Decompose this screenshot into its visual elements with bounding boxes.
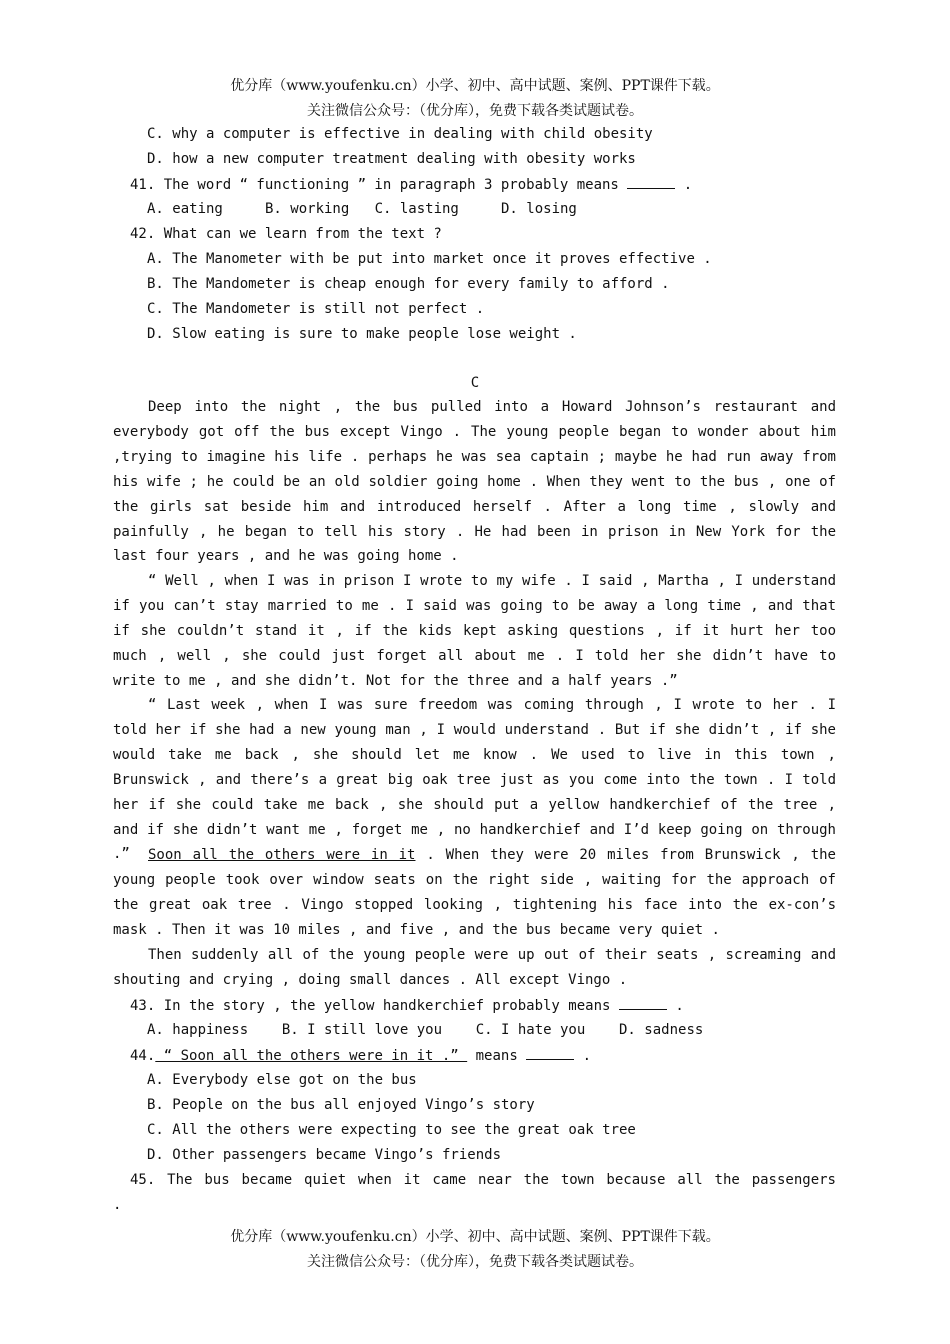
question-45-continuation: . — [113, 1197, 122, 1213]
footer-line-2: 关注微信公众号：（优分库），免费下载各类试题试卷。 — [307, 1254, 643, 1270]
q40-option-c: C. why a computer is effective in dealing with child obesity — [147, 126, 653, 142]
q40-option-d: D. how a new computer treatment dealing with obesity works — [147, 151, 636, 167]
question-43 — [130, 997, 684, 1014]
question-43-stem: 43. In the story , the yellow handkerchief probably means — [130, 998, 611, 1014]
passage-paragraph-1: Deep into the night , the bus pulled into a Howard Johnson’s restaurant and everybody got off the bus except Vingo . The young people began to wonder about him ,trying to imagine his life . perhaps he was sea captain ; maybe he had run away from his wife ; he could be an old soldier going home . When they went to the bus , one of the girls sat beside him and introduced herself . After a long time , slowly and painfully , he began to tell his story . He had been in prison in New York for the last four years , and he was going home . — [113, 399, 836, 565]
paragraph-4-text: . When they were 20 miles from Brunswick , the young people took over window seats on the right side , waiting for the approach of the great oak tree . Vingo stopped looking , tightening his face into the ex-con’s mask . Then it was 10 miles , and five , and the bus became very quiet . — [113, 847, 836, 938]
question-41 — [130, 176, 692, 193]
question-44-option-b: B. People on the bus all enjoyed Vingo’s story — [147, 1097, 535, 1113]
question-44-option-d: D. Other passengers became Vingo’s friends — [147, 1147, 502, 1163]
question-44-quote: “ Soon all the others were in it .” — [155, 1048, 468, 1064]
header-line-1: 优分库（www.youfenku.cn）小学、初中、高中试题、案例、PPT课件下载。 — [230, 78, 720, 94]
passage-paragraph-5: Then suddenly all of the young people were up out of their seats , screaming and shouting and crying , doing small dances . All except Vingo . — [113, 947, 836, 988]
question-42-option-d: D. Slow eating is sure to make people lose weight . — [147, 326, 577, 342]
question-42-option-c: C. The Mandometer is still not perfect . — [147, 301, 485, 317]
section-c-title: C — [470, 375, 480, 391]
question-43-end: . — [675, 998, 684, 1014]
passage-paragraph-3: “ Last week , when I was sure freedom was coming through , I wrote to her . I told her if she had a new young man , I would understand . But if she didn’t , if she would take me back , she should let me know . We used to live in this town , Brunswick , and there’s a great big oak tree just as you come into the town . I told her if she could take me back , she should put a yellow handkerchief of the tree , and if she didn’t want me , forget me , no handkerchief and I’d keep going on through .” — [113, 697, 836, 863]
passage-paragraph-4 — [113, 843, 836, 943]
question-44-means: means — [467, 1048, 518, 1064]
question-42-stem: 42. What can we learn from the text ? — [130, 226, 442, 242]
question-44 — [130, 1047, 591, 1064]
question-44-option-a: A. Everybody else got on the bus — [147, 1072, 417, 1088]
answer-blank — [526, 1047, 574, 1060]
passage-paragraph-2: “ Well , when I was in prison I wrote to my wife . I said , Martha , I understand if you can’t stay married to me . I said was going to be away a long time , and that if she couldn’t stand it , if the kids kept asking questions , if it hurt her too much , well , she could just forget all about me . I told her she didn’t have to write to me , and she didn’t. Not for the three and a half years .” — [113, 573, 836, 689]
underlined-phrase: Soon all the others were in it — [148, 847, 416, 863]
question-41-end: . — [683, 177, 693, 193]
question-44-end: . — [582, 1048, 592, 1064]
question-43-options: A. happiness B. I still love you C. I hate you D. sadness — [147, 1022, 704, 1038]
question-42-option-a: A. The Manometer with be put into market once it proves effective . — [147, 251, 712, 267]
question-44-number: 44. — [130, 1048, 156, 1064]
question-41-options: A. eating B. working C. lasting D. losing — [147, 201, 577, 217]
question-44-option-c: C. All the others were expecting to see the great oak tree — [147, 1122, 636, 1138]
answer-blank — [619, 997, 667, 1010]
answer-blank — [627, 176, 675, 189]
header-line-2: 关注微信公众号：（优分库），免费下载各类试题试卷。 — [307, 103, 643, 119]
question-45-stem: 45. The bus became quiet when it came near the town because all the passengers — [130, 1172, 836, 1188]
footer-line-1: 优分库（www.youfenku.cn）小学、初中、高中试题、案例、PPT课件下载。 — [230, 1229, 720, 1245]
question-41-stem: 41. The word “ functioning ” in paragraph 3 probably means — [130, 177, 619, 193]
question-42-option-b: B. The Mandometer is cheap enough for every family to afford . — [147, 276, 670, 292]
